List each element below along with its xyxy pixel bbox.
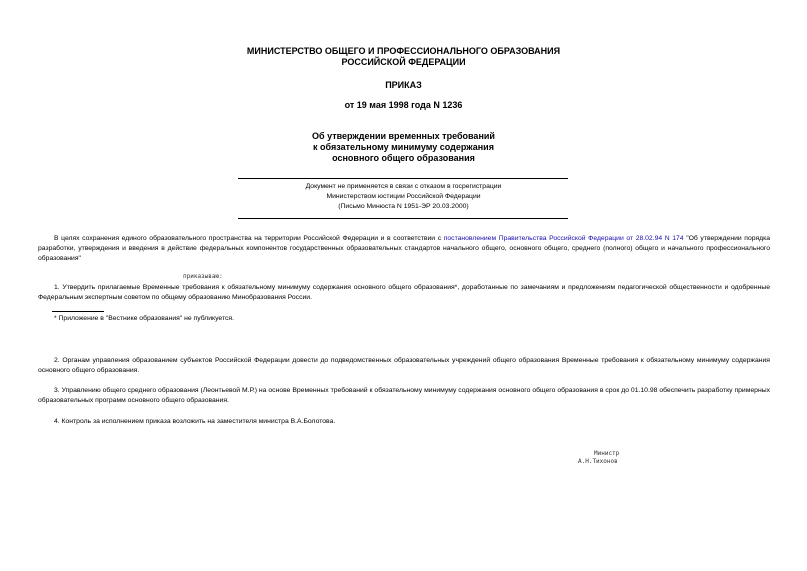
intro-text-start: В целях сохранения единого образовательного пространства на территории Российской Федерации и в соответствии с [54, 235, 444, 242]
title-line-2: к обязательному минимуму содержания [313, 142, 494, 152]
item-3-paragraph [38, 386, 770, 406]
footnote-paragraph [38, 314, 770, 324]
order-word: приказываю: [183, 273, 223, 280]
signature-name: А.Н.Тихонов [578, 458, 618, 465]
notice-line-2: Министерством юстиции Российской Федерации [326, 193, 481, 200]
government-decree-link[interactable]: постановлением Правительства Российской Федерации от 28.02.94 N 174 [443, 235, 684, 242]
intro-paragraph [38, 234, 770, 264]
item-1-paragraph [38, 283, 770, 303]
title-line-1: Об утверждении временных требований [312, 131, 495, 141]
title-line-3: основного общего образования [332, 153, 475, 163]
item-3-text: 3. Управлению общего среднего образования (Леонтьевой М.Р.) на основе Временных требований к обязательному минимуму содержания основного общего образования в срок до 01.10.98 обеспечить разработку примерных образовательных программ основного общего образования. [38, 387, 770, 404]
document-type: ПРИКАЗ [385, 80, 422, 90]
item-4-paragraph [38, 417, 770, 427]
footnote-divider [52, 311, 104, 312]
ministry-line-1: МИНИСТЕРСТВО ОБЩЕГО И ПРОФЕССИОНАЛЬНОГО ОБРАЗОВАНИЯ [246, 46, 561, 56]
signature-position: Министр [594, 450, 620, 457]
item-2-paragraph [38, 356, 770, 376]
item-4-text: 4. Контроль за исполнением приказа возложить на заместителя министра В.А.Болотова. [54, 418, 336, 425]
item-2-text: 2. Органам управления образованием субъектов Российской Федерации довести до подведомственных образовательных учреждений общего образования Временные требования к обязательному минимуму содержания основного общего образования. [38, 357, 770, 374]
intro-text-end: "Об утверждении порядка разработки, утверждения и введения в действие федеральных компонентов государственных образовательных стандартов начального общего, основного общего, среднего (полного) общего и начального профессионального образования" [38, 235, 770, 262]
footnote-text: * Приложение в "Вестнике образования" не публикуется. [54, 315, 234, 322]
notice-bottom-divider [238, 218, 568, 219]
notice-top-divider [238, 178, 568, 179]
notice-line-1: Документ не применяется в связи с отказом в госрегистрации [305, 183, 502, 190]
ministry-line-2: РОССИЙСКОЙ ФЕДЕРАЦИИ [341, 57, 466, 67]
document-date: от 19 мая 1998 года N 1236 [344, 100, 463, 110]
item-1-text: 1. Утвердить прилагаемые Временные требования к обязательному минимуму содержания основного общего образования*, доработанные по замечаниям и предложениям педагогической общественности и одобренные Федеральным экспертным советом по общему образованию Минобразования России. [38, 284, 770, 301]
notice-line-3: (Письмо Минюста N 1951-ЭР 20.03.2000) [338, 203, 469, 210]
